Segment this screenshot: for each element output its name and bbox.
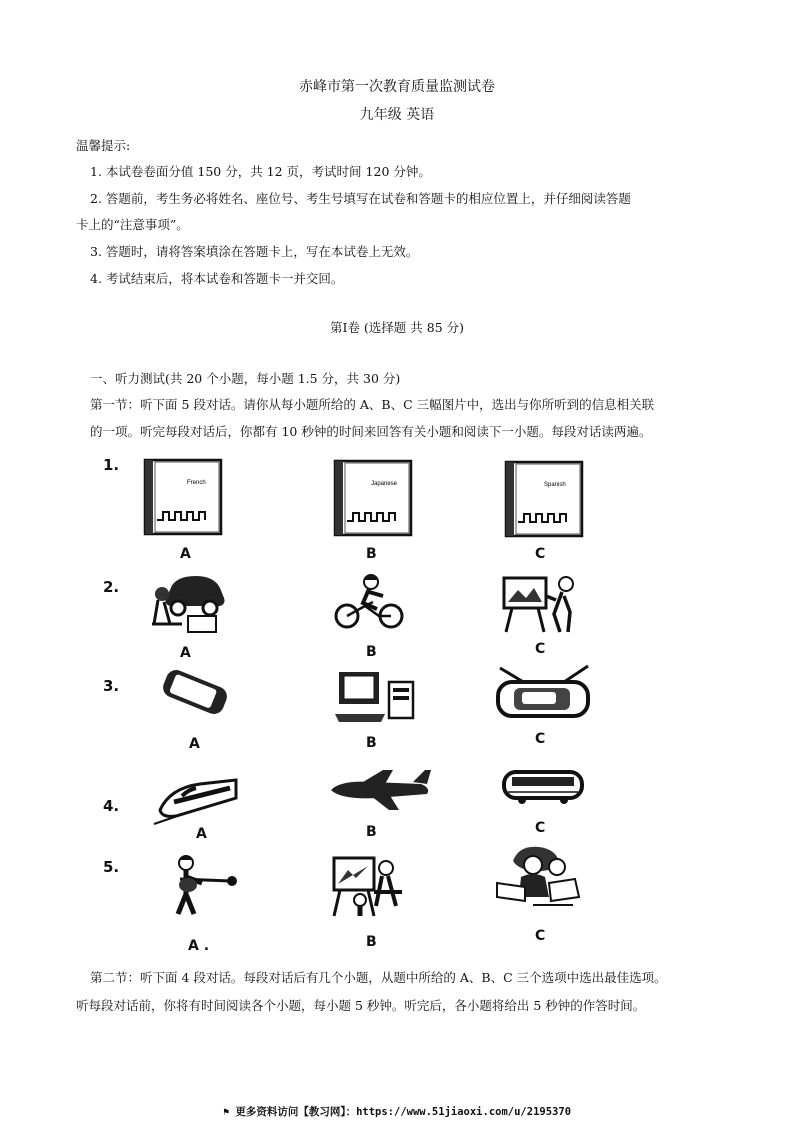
tip-3: 3. 答题时，请将答案填涂在答题卡上，写在本试卷上无效。 [90,244,419,259]
option-label: C [535,641,546,657]
question-number: 1. [103,456,120,474]
sec1-instruction-line1: 第一节：听下面 5 段对话。请你从每小题所给的 A、B、C 三幅图片中，选出与你所听到的信息相关联 [90,397,655,412]
train-picture [150,770,240,828]
option-label: A [196,826,207,842]
computer-picture [333,668,417,724]
painting-picture [500,572,590,634]
flag-icon: ⚑ [222,1107,229,1118]
tip-4: 4. 考试结束后，将本试卷和答题卡一并交回。 [90,271,344,286]
tips-heading: 温馨提示: [76,138,131,153]
option-label: C [535,546,546,562]
art-class-picture [330,852,410,918]
airplane-picture [327,768,433,814]
option-label: B [366,934,377,950]
guitar-player-picture [166,853,240,917]
book-label: Spanish [544,482,566,488]
listening-part-title: 一、听力测试(共 20 个小题，每小题 1.5 分，共 30 分) [90,371,401,386]
footer-link[interactable] [0,1104,794,1119]
exam-subtitle: 九年级 英语 [359,107,435,123]
question-number: 3. [103,677,120,695]
sec2-instruction-line1: 第二节：听下面 4 段对话。每段对话后有几个小题，从题中所给的 A、B、C 三个选项中选出最佳选项。 [90,970,667,985]
option-label: C [535,820,546,836]
option-label: A . [188,938,210,954]
book-label: Japanese [371,481,398,487]
book-picture [504,460,584,538]
option-label: A [180,546,191,562]
option-label: C [535,928,546,944]
option-label: B [366,546,377,562]
option-label: B [366,644,377,660]
sec2-instruction-line2: 听每段对话前，你将有时间阅读各个小题，每小题 5 秒钟。听完后，各小题将给出 5 秒钟的作答时间。 [76,998,646,1013]
book-picture [143,458,223,536]
reading-group-picture [493,843,583,907]
option-label: B [366,824,377,840]
section-title: 第Ⅰ卷 (选择题 共 85 分) [330,320,464,335]
tip-2: 2. 答题前，考生务必将姓名、座位号、考生号填写在试卷和答题卡的相应位置上，并仔细阅读答题 [90,191,631,206]
tip-2-cont: 卡上的“注意事项”。 [76,217,189,232]
question-number: 5. [103,858,120,876]
option-label: A [189,736,200,752]
exam-title: 赤峰市第一次教育质量监测试卷 [299,79,495,95]
option-label: C [535,731,546,747]
book-label: French [187,480,206,486]
bus-picture [500,768,586,806]
question-number: 4. [103,797,120,815]
mobile-phone-picture [155,668,235,716]
option-label: A [180,645,191,661]
cycling-picture [333,572,407,630]
book-picture [333,459,413,537]
question-number: 2. [103,578,120,596]
option-label: B [366,735,377,751]
television-picture [494,662,594,720]
footer-text: 更多资料访问【教习网】：https://www.51jiaoxi.com/u/2195370 [235,1106,572,1118]
sec1-instruction-line2: 的一项。听完每段对话后，你都有 10 秒钟的时间来回答有关小题和阅读下一小题。每段对话读两遍。 [90,424,652,439]
car-repair-picture [148,570,228,636]
tip-1: 1. 本试卷卷面分值 150 分，共 12 页，考试时间 120 分钟。 [90,164,431,179]
